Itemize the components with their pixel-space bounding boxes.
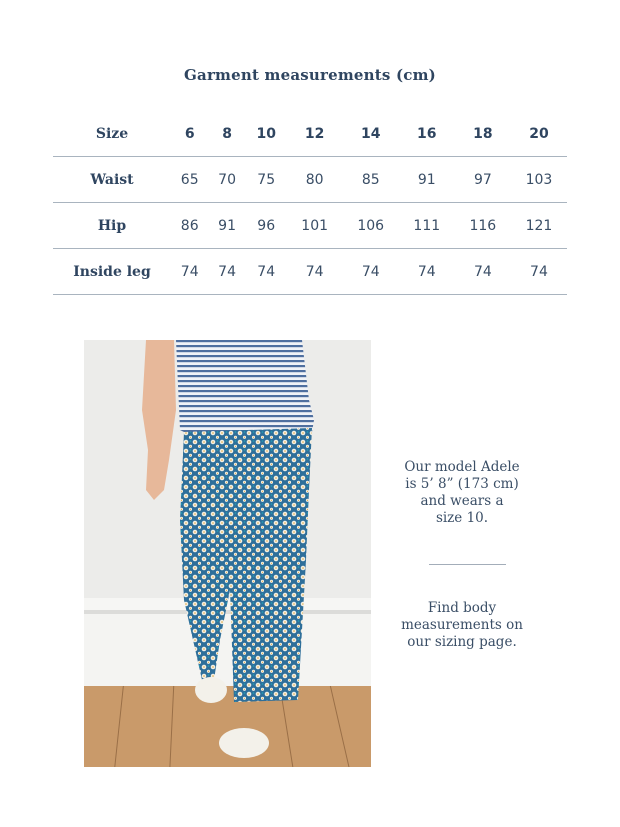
sizing-note-line: our sizing page.: [407, 634, 517, 650]
model-note-line: is 5’ 8” (173 cm): [405, 476, 519, 492]
table-cell: 91: [399, 157, 455, 203]
table-cell: 97: [455, 157, 511, 203]
size-table: [53, 112, 567, 295]
model-note-line: size 10.: [435, 510, 489, 526]
header-cell: 14: [360, 126, 381, 142]
sizing-page-note: [382, 600, 542, 651]
model-note-line: Our model Adele: [404, 459, 520, 475]
table-cell: 121: [511, 203, 567, 249]
table-cell: 74: [511, 249, 567, 295]
model-photo: [84, 340, 371, 767]
table-cell: 74: [343, 249, 399, 295]
table-cell: 101: [287, 203, 343, 249]
table-cell: 74: [399, 249, 455, 295]
table-cell: 111: [399, 203, 455, 249]
table-cell: 74: [455, 249, 511, 295]
table-cell: 103: [511, 157, 567, 203]
header-cell: 6: [184, 126, 195, 142]
divider: [429, 564, 506, 565]
table-cell: 75: [246, 157, 287, 203]
table-cell: 74: [246, 249, 287, 295]
row-label: Hip: [53, 203, 171, 249]
header-cell: 12: [304, 126, 325, 142]
table-cell: 96: [246, 203, 287, 249]
header-cell: 20: [529, 126, 549, 142]
row-label: Waist: [53, 157, 171, 203]
table-cell: 91: [208, 203, 245, 249]
table-cell: 85: [343, 157, 399, 203]
table-cell: 80: [287, 157, 343, 203]
sizing-note-line: Find body: [427, 600, 497, 616]
model-note-line: and wears a: [420, 493, 504, 509]
table-row: [53, 157, 567, 203]
table-cell: 86: [171, 203, 208, 249]
header-cell: 16: [417, 126, 437, 142]
page-title: Garment measurements (cm): [184, 66, 436, 84]
table-row: [53, 203, 567, 249]
header-cell: 18: [473, 126, 493, 142]
header-cell: 10: [256, 126, 276, 142]
table-cell: 70: [208, 157, 245, 203]
header-label: Size: [95, 126, 129, 142]
table-cell: 74: [287, 249, 343, 295]
table-cell: 74: [208, 249, 245, 295]
table-cell: 106: [343, 203, 399, 249]
model-note: [382, 459, 542, 527]
table-cell: 65: [171, 157, 208, 203]
row-label: Inside leg: [53, 249, 171, 295]
sizing-note-line: measurements on: [401, 617, 523, 633]
table-header-row: [53, 112, 567, 157]
header-cell: 8: [222, 126, 232, 142]
table-cell: 74: [171, 249, 208, 295]
table-row: [53, 249, 567, 295]
table-cell: 116: [455, 203, 511, 249]
